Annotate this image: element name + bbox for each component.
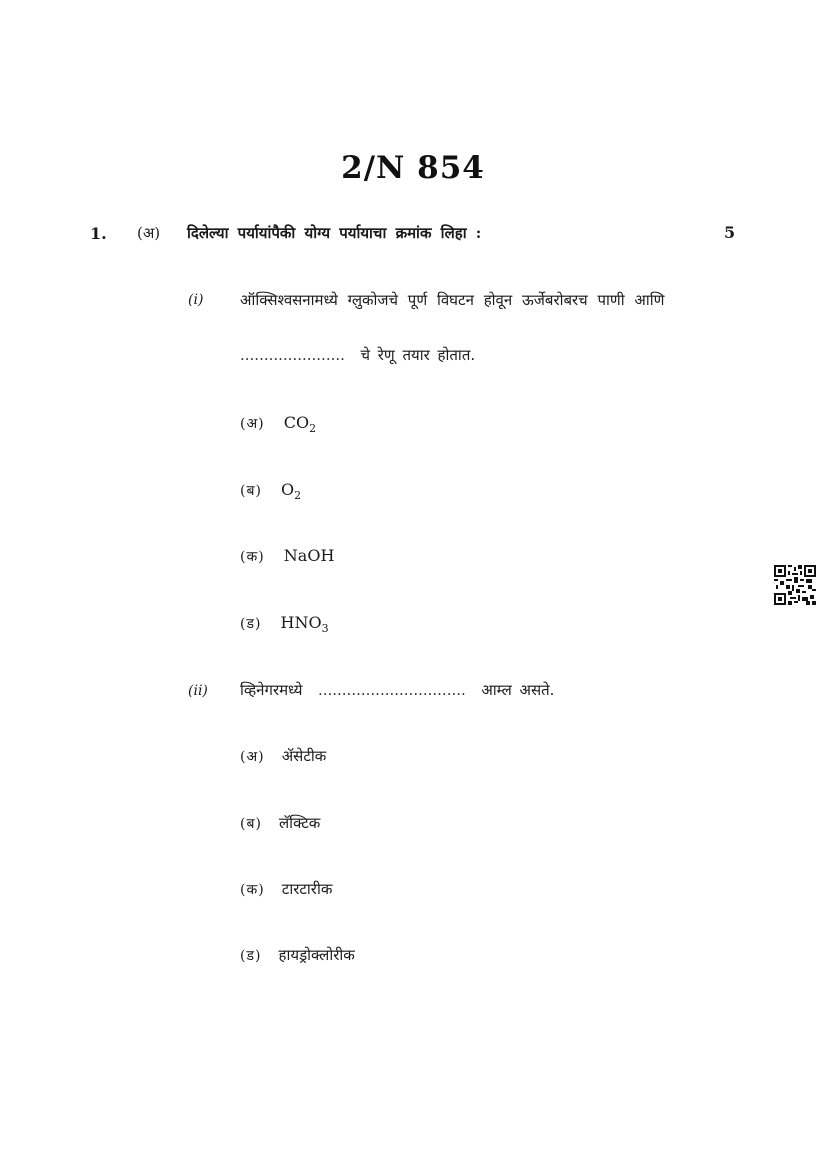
item-number: (ii) <box>188 683 208 699</box>
option-value: ॲसेटीक <box>281 747 327 765</box>
option-label: (ड) <box>240 616 262 632</box>
option-value: $O_2$ <box>281 480 302 503</box>
option-d <box>240 613 329 635</box>
option-value: NaOH <box>283 546 335 565</box>
option-label: (ब) <box>240 483 262 499</box>
option-label: (अ) <box>240 749 265 765</box>
item-stem-post: आम्ल असते. <box>481 681 555 699</box>
option-label: (क) <box>240 882 265 898</box>
item-number: (i) <box>188 292 204 308</box>
answer-blank: ...................... <box>240 346 345 364</box>
option-value: टारटारीक <box>281 880 333 898</box>
item-stem-line-1: ऑक्सिश्वसनामध्ये ग्लुकोजचे पूर्ण विघटन होवून ऊर्जेबरोबरच पाणी आणि <box>240 291 665 309</box>
option-a <box>240 746 326 766</box>
option-c <box>240 879 332 899</box>
option-value: $CO_2$ <box>283 413 317 436</box>
answer-blank: ............................... <box>317 681 466 699</box>
option-label: (अ) <box>240 416 265 432</box>
option-label: (ब) <box>240 816 262 832</box>
page-title: 2/N 854 <box>341 150 485 186</box>
option-a <box>240 413 316 435</box>
item-stem-continuation: चे रेणू तयार होतात. <box>360 346 476 364</box>
qr-code-icon <box>774 565 816 605</box>
option-value: हायड्रोक्लोरीक <box>278 946 355 964</box>
item-stem <box>240 680 554 700</box>
option-value: $HNO_3$ <box>280 613 329 636</box>
question-instruction: दिलेल्या पर्यायांपैकी योग्य पर्यायाचा क्रमांक लिहा : <box>187 224 482 242</box>
question-number: 1. <box>90 224 107 243</box>
question-marks: 5 <box>724 223 736 242</box>
option-d <box>240 945 355 965</box>
question-sub-label: (अ) <box>137 224 161 242</box>
option-b <box>240 480 301 502</box>
item-stem-line-2 <box>240 345 475 365</box>
option-value: लॅक्टिक <box>279 814 321 832</box>
option-c <box>240 546 334 566</box>
option-b <box>240 813 320 833</box>
item-stem-pre: व्हिनेगरमध्ये <box>240 681 303 699</box>
option-label: (ड) <box>240 948 262 964</box>
option-label: (क) <box>240 549 265 565</box>
